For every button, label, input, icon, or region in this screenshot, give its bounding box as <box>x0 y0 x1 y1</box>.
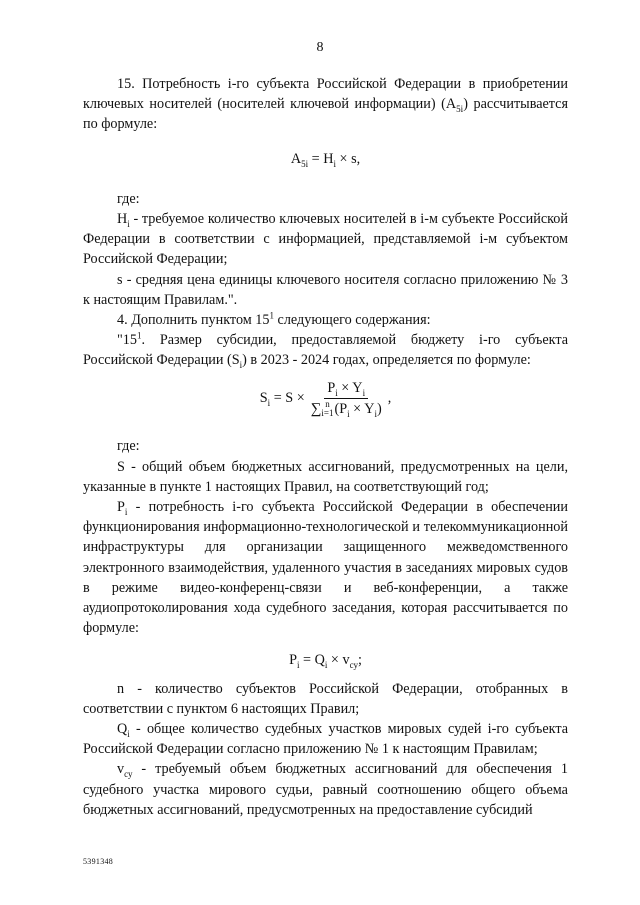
formula-si-lhs <box>260 388 305 408</box>
sigma-upper-limit: n <box>325 399 330 410</box>
document-code: 5391348 <box>83 857 114 866</box>
formula-pi-lhs-sub: i <box>296 660 300 671</box>
paragraph-15-1-sub: i <box>239 360 243 371</box>
item-4-sup: 1 <box>269 310 274 321</box>
paragraph-15-1-sup: 1 <box>136 330 142 341</box>
formula-si <box>83 379 568 419</box>
numerator-p: P <box>327 379 336 396</box>
paragraph-15-1-number: "15 <box>117 332 137 349</box>
definition-q-symbol: Q <box>117 721 128 738</box>
formula-pi-v-sub: су <box>349 660 358 671</box>
definition-n: n - количество субъектов Российской Федерации, отобранных в соответствии с пунктом 6 настоящих Правил; <box>83 680 568 717</box>
formula-pi-v: × v <box>327 652 350 669</box>
formula-si-eq: = S × <box>270 390 305 407</box>
definition-s-total: S - общий объем бюджетных ассигнований, предусмотренных на цели, указанные в пункте 1 настоящих Правил, на соответствующий год; <box>83 458 568 495</box>
definition-h <box>83 209 568 270</box>
formula-si-lhs-sub: i <box>267 398 271 409</box>
denominator-close: ) <box>376 400 382 417</box>
definition-v-sub: су <box>124 769 133 780</box>
formula-a5i-h: = H <box>308 150 334 167</box>
item-4 <box>83 310 568 330</box>
definition-h-symbol: H <box>117 211 128 228</box>
definition-h-sub: i <box>127 218 130 229</box>
paragraph-15 <box>83 74 568 135</box>
definition-p-symbol: P <box>117 498 125 515</box>
formula-pi-tail: ; <box>357 652 362 669</box>
formula-pi-q: = Q <box>299 652 325 669</box>
formula-a5i-h-sub: i <box>333 158 336 169</box>
definition-v-symbol: v <box>117 761 125 778</box>
formula-a5i-rest: × s, <box>335 150 361 167</box>
sigma-limits <box>321 400 333 418</box>
paragraph-15-text: 15. Потребность i-го субъекта Российской Федерации в приобретении ключевых носителей (носителей ключевой информации) (A <box>83 76 568 113</box>
definition-q-sub: i <box>127 728 130 739</box>
formula-si-tail: , <box>387 390 392 407</box>
paragraph-15-text-end: ) рассчитывается по формуле: <box>83 96 568 133</box>
formula-si-numerator <box>324 379 368 399</box>
paragraph-15-1-text: . Размер субсидии, предоставляемой бюджету i-го субъекта Российской Федерации (S <box>83 332 568 369</box>
numerator-p-sub: i <box>335 387 338 398</box>
item-4-text-end: следующего содержания: <box>273 312 431 329</box>
definition-v <box>83 759 568 820</box>
formula-si-fraction <box>308 379 385 419</box>
definition-s-price: s - средняя цена единицы ключевого носителя согласно приложению № 3 к настоящим Правилам.". <box>83 271 568 308</box>
formula-pi-q-sub: i <box>324 660 328 671</box>
definition-q <box>83 719 568 759</box>
formula-si-wrap <box>260 379 392 419</box>
page-number: 8 <box>316 40 324 55</box>
definition-p-text: - потребность i-го субъекта Российской Федерации в обеспечении функционирования информационно-технологической и телекоммуникационной инфраструктуры для организации защищенного межведомственного электронного взаимодействия, удаленного участия в заседаниях мировых судов в режиме видео-конференц-связи и веб-конференции, а также аудиопротоколирования хода судебного заседания, которая рассчитывается по формуле: <box>83 498 568 637</box>
item-4-text: 4. Дополнить пунктом 15 <box>117 312 270 329</box>
paragraph-15-1 <box>83 330 568 370</box>
denominator-p-sub: i <box>347 408 350 419</box>
formula-pi <box>83 650 568 670</box>
formula-a5i-lhs: A <box>290 150 302 167</box>
definition-h-text: - требуемое количество ключевых носителей в i-м субъекте Российской Федерации в соответствии с информацией, представляемой i-м субъектом Российской Федерации; <box>83 211 568 268</box>
formula-si-lhs-symbol: S <box>259 390 268 407</box>
denominator-y-sub: i <box>374 408 377 419</box>
sigma-lower-limit: i=1 <box>321 408 334 419</box>
where-label-1: где: <box>117 190 140 207</box>
definition-p <box>83 497 568 638</box>
formula-a5i <box>83 149 568 169</box>
formula-a5i-lhs-sub: 5i <box>301 158 309 169</box>
definition-q-text: - общее количество судебных участков мировых судей i-го субъекта Российской Федерации согласно приложению № 1 к настоящим Правилам; <box>83 721 568 758</box>
denominator-p: (P <box>334 400 348 417</box>
where-label-2: где: <box>117 438 140 455</box>
definition-v-text: - требуемый объем бюджетных ассигнований для обеспечения 1 судебного участка мирового судьи, равный соотношению общего объема бюджетных ассигнований, предусмотренных на предоставление субсидий <box>83 761 568 818</box>
numerator-y-sub: i <box>362 387 366 398</box>
formula-si-denominator <box>308 399 385 419</box>
paragraph-15-1-text-end: ) в 2023 - 2024 годах, определяется по формуле: <box>242 352 531 369</box>
paragraph-15-sub: 5i <box>456 104 464 115</box>
formula-pi-lhs: P <box>289 652 297 669</box>
definition-p-sub: i <box>124 506 128 517</box>
document-body <box>83 74 568 820</box>
numerator-y: × Y <box>337 379 363 396</box>
sigma-symbol: ∑ <box>310 400 322 417</box>
denominator-y: × Y <box>349 400 375 417</box>
